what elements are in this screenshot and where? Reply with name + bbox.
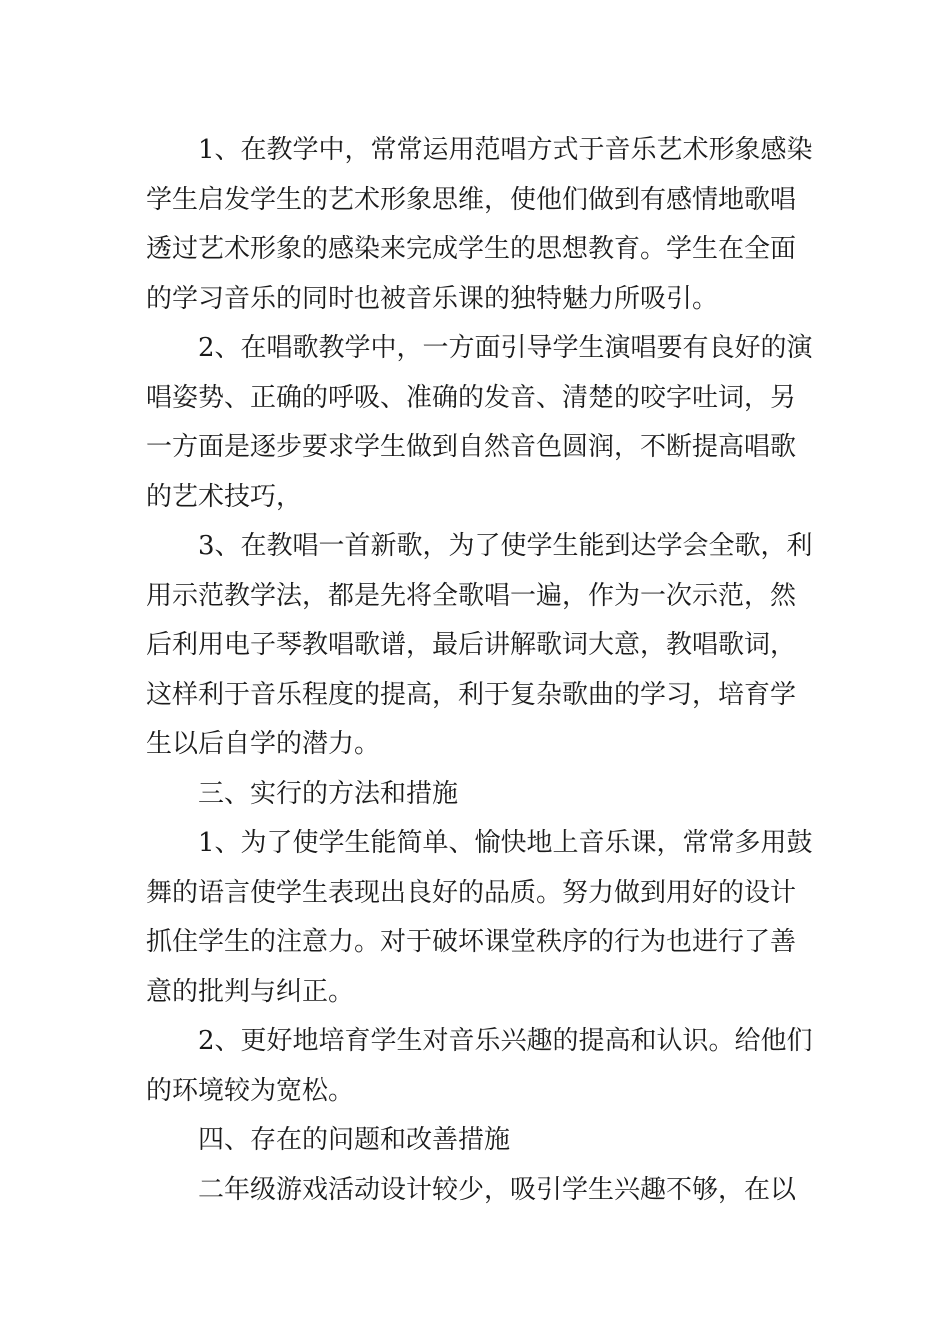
document-body: [146, 126, 811, 1215]
paragraph-line: 意的批判与纠正。: [146, 976, 355, 1007]
paragraph-5: [146, 1017, 811, 1116]
paragraph-2: [146, 324, 811, 522]
paragraph-line: 1、为了使学生能简单、愉快地上音乐课，常常多用鼓: [198, 828, 813, 858]
paragraph-line: 2、更好地培育学生对音乐兴趣的提高和认识。给他们: [198, 1026, 813, 1056]
section-heading-4: [146, 1116, 811, 1166]
paragraph-1: [146, 126, 811, 324]
paragraph-line: 的艺术技巧，: [146, 481, 303, 512]
paragraph-3: [146, 522, 811, 770]
section-heading-3: [146, 770, 811, 820]
paragraph-line: 1、在教学中，常常运用范唱方式于音乐艺术形象感染: [198, 135, 813, 165]
section-heading: 三、实行的方法和措施: [198, 778, 459, 809]
paragraph-line: 的学习音乐的同时也被音乐课的独特魅力所吸引。: [146, 283, 719, 314]
paragraph-line: 2、在唱歌教学中，一方面引导学生演唱要有良好的演: [198, 333, 813, 363]
paragraph-line: 二年级游戏活动设计较少，吸引学生兴趣不够，在以: [198, 1174, 797, 1205]
paragraph-line: 用示范教学法，都是先将全歌唱一遍，作为一次示范，然: [146, 580, 797, 611]
paragraph-4: [146, 819, 811, 1017]
paragraph-line: 学生启发学生的艺术形象思维，使他们做到有感情地歌唱: [146, 184, 797, 215]
paragraph-line: 抓住学生的注意力。对于破坏课堂秩序的行为也进行了善: [146, 927, 797, 957]
paragraph-line: 唱姿势、正确的呼吸、准确的发音、清楚的咬字吐词，另: [146, 382, 797, 413]
section-heading: 四、存在的问题和改善措施: [198, 1125, 511, 1155]
paragraph-line: 的环境较为宽松。: [146, 1075, 355, 1106]
paragraph-line: 透过艺术形象的感染来完成学生的思想教育。学生在全面: [146, 234, 797, 264]
paragraph-line: 3、在教唱一首新歌，为了使学生能到达学会全歌，利: [198, 531, 813, 561]
paragraph-line: 一方面是逐步要求学生做到自然音色圆润，不断提高唱歌: [146, 432, 797, 462]
paragraph-line: 舞的语言使学生表现出良好的品质。努力做到用好的设计: [146, 877, 797, 908]
paragraph-line: 这样利于音乐程度的提高，利于复杂歌曲的学习，培育学: [146, 679, 797, 710]
paragraph-6: [146, 1166, 811, 1216]
paragraph-line: 生以后自学的潜力。: [146, 729, 381, 759]
paragraph-line: 后利用电子琴教唱歌谱，最后讲解歌词大意，教唱歌词，: [146, 630, 797, 660]
